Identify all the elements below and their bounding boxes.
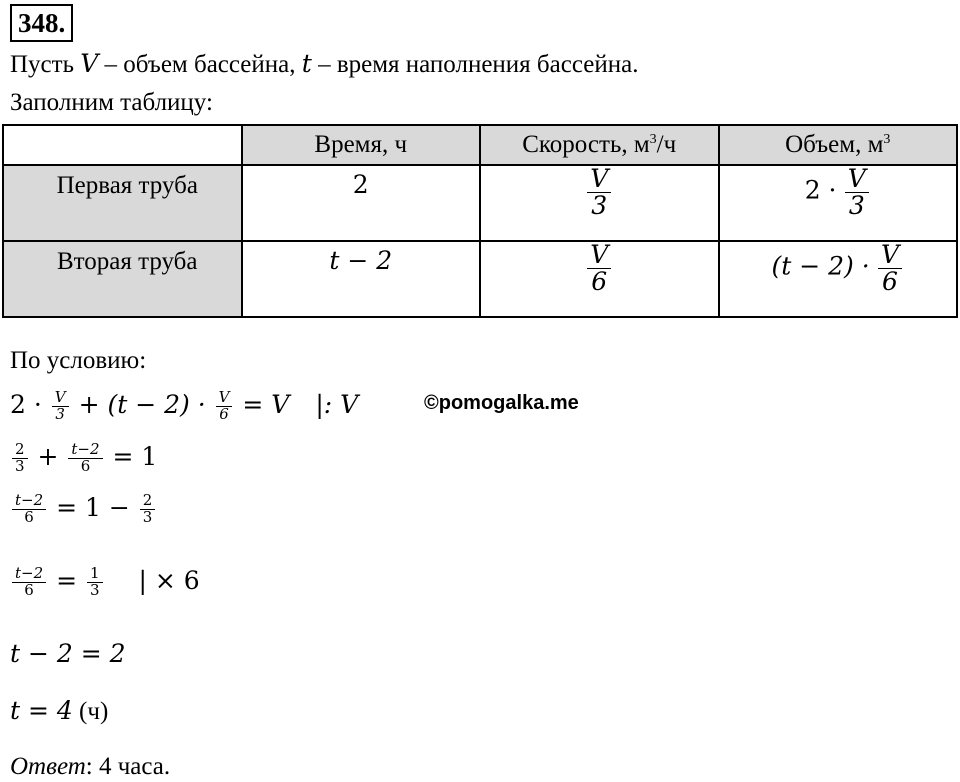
eq4-fraction-2 [87,566,103,599]
fraction-denominator: 3 [15,456,25,475]
equation-6 [10,697,108,727]
problem-number: 348. [10,4,73,42]
fraction-numerator: V [216,390,233,407]
cell-speed [480,241,719,317]
eq1-operation: |: V [315,389,359,419]
table-row [3,165,957,241]
fraction-numerator: 2 [140,493,156,510]
header-speed [480,125,719,165]
intro-text-b: – объем бассейна, [104,51,296,78]
eq1-fraction-2 [216,390,233,423]
eq4-equals: = [56,565,78,595]
volume-prefix: (t − 2) · [771,251,870,281]
volume-fraction [845,166,869,220]
intro-text-c: – время наполнения бассейна. [318,51,639,78]
fraction-numerator: V [52,390,69,407]
row-label: Первая труба [3,165,242,241]
intro-line-1 [10,50,638,80]
header-speed-text: Скорость, м [522,131,650,158]
fraction-numerator: 1 [87,566,103,583]
volume-prefix: 2 · [804,175,837,205]
variable-v: V [80,49,99,78]
fraction-numerator: V [587,242,611,269]
answer-line [10,753,170,782]
header-volume-sup: 3 [883,132,891,147]
fraction-denominator: 3 [55,404,65,423]
volume-fraction [878,242,902,296]
fraction-denominator: 6 [24,580,34,599]
speed-fraction [587,166,611,220]
fraction-numerator: t−2 [68,442,102,459]
fraction-denominator: 6 [591,267,608,297]
fraction-numerator: V [587,166,611,193]
watermark: ©pomogalka.me [424,392,579,414]
fraction-numerator: 2 [12,442,28,459]
variable-t: t [301,49,312,78]
header-speed-unit: /ч [656,131,677,158]
eq2-plus: + [37,441,59,471]
answer-text: : 4 часа. [85,753,171,780]
fraction-denominator: 3 [591,191,608,221]
fraction-denominator: 3 [90,580,100,599]
table-row [3,241,957,317]
cell-time [242,241,480,317]
condition-heading: По условию: [10,347,147,374]
equation-1 [10,390,358,423]
answer-label: Ответ [10,753,86,780]
eq4-operation: | × 6 [138,565,200,595]
equation-3 [10,493,157,526]
eq1-fraction-1 [52,390,69,423]
fraction-denominator: 6 [882,267,898,297]
intro-text-a: Пусть [10,51,74,78]
fraction-numerator: V [878,242,902,269]
header-volume-text: Объем, м [785,131,884,158]
eq3-fraction-2 [140,493,156,526]
fraction-denominator: 3 [142,507,153,526]
header-volume [719,125,957,165]
fraction-denominator: 6 [24,507,34,526]
fraction-numerator: t−2 [12,566,46,583]
eq2-rhs: = 1 [112,441,158,471]
cell-time [242,165,480,241]
eq2-fraction-1 [12,442,28,475]
eq4-fraction-1 [12,566,46,599]
eq3-fraction-1 [12,493,46,526]
header-blank-cell [3,125,242,165]
intro-line-2: Заполним таблицу: [10,89,213,116]
fraction-denominator: 6 [80,456,91,475]
eq6-result: t = 4 [10,696,73,725]
equation-2 [10,442,157,475]
data-table [2,124,958,318]
eq1-part-b: + (t − 2) · [78,389,206,419]
speed-fraction [587,242,611,296]
cell-speed [480,165,719,241]
fraction-denominator: 6 [219,404,229,423]
time-value: 2 [352,170,369,199]
header-time: Время, ч [242,125,480,165]
cell-volume [719,241,957,317]
eq2-fraction-2 [68,442,102,475]
fraction-numerator: t−2 [12,493,46,510]
table-header-row [3,125,957,165]
eq6-unit: (ч) [79,698,109,725]
header-speed-sup: 3 [649,132,657,147]
time-value: t − 2 [329,246,393,275]
cell-volume [719,165,957,241]
row-label: Вторая труба [3,241,242,317]
fraction-denominator: 3 [848,191,865,221]
equation-5: t − 2 = 2 [10,639,126,668]
eq3-middle: = 1 − [56,492,130,522]
eq1-part-a: 2 · [10,389,42,419]
eq1-part-c: = V [242,389,290,419]
equation-4 [10,566,200,599]
fraction-numerator: V [845,166,869,193]
